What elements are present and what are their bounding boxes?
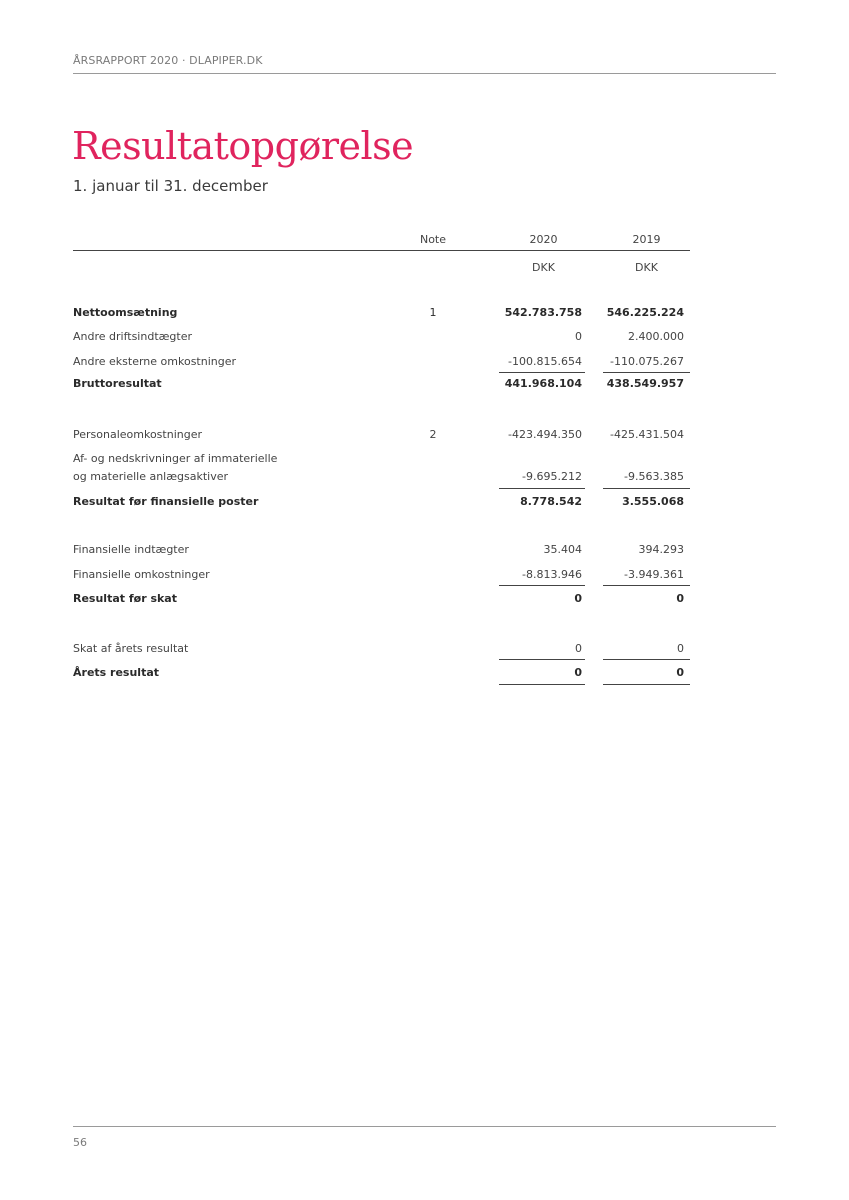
row-value-2020: 0 [575, 642, 582, 655]
row-value-2019: 438.549.957 [606, 377, 684, 390]
row-label: Resultat før skat [73, 592, 177, 605]
column-header-2020: 2020 [529, 233, 558, 246]
row-label: Finansielle omkostninger [73, 568, 210, 581]
subtotal-rule [499, 488, 585, 489]
row-label: Andre driftsindtægter [73, 330, 193, 343]
row-value-2019: -425.431.504 [610, 428, 684, 441]
subtotal-rule [499, 659, 585, 660]
total-rule [499, 684, 585, 685]
page-title: Resultatopgørelse [72, 124, 414, 168]
unit-2019: DKK [635, 261, 658, 274]
row-value-2020: -9.695.212 [522, 470, 582, 483]
row-label: Skat af årets resultat [73, 642, 189, 655]
unit-2020: DKK [532, 261, 555, 274]
income-statement-table [73, 230, 690, 679]
row-note: 1 [429, 306, 437, 319]
row-value-2019: 0 [676, 666, 684, 679]
subtotal-rule [603, 585, 690, 586]
row-label: Personaleomkostninger [73, 428, 202, 441]
column-header-2019: 2019 [632, 233, 661, 246]
row-label: Andre eksterne omkostninger [73, 355, 237, 368]
row-value-2020: 542.783.758 [504, 306, 582, 319]
row-value-2019: 3.555.068 [622, 495, 684, 508]
row-value-2019: -9.563.385 [624, 470, 684, 483]
row-value-2020: 0 [574, 592, 582, 605]
row-label: Resultat før finansielle poster [73, 495, 259, 508]
row-label-line-2: og materielle anlægsaktiver [73, 470, 229, 483]
row-label: Bruttoresultat [73, 377, 162, 390]
row-note: 2 [429, 428, 437, 441]
row-value-2020: 0 [574, 666, 582, 679]
row-value-2020: 441.968.104 [504, 377, 582, 390]
row-label: Finansielle indtægter [73, 543, 189, 556]
row-value-2020: 35.404 [543, 543, 582, 556]
subtotal-rule [603, 488, 690, 489]
row-value-2020: 0 [575, 330, 582, 343]
row-value-2019: 2.400.000 [628, 330, 684, 343]
row-value-2020: -8.813.946 [522, 568, 582, 581]
running-header: ÅRSRAPPORT 2020 · DLAPIPER.DK [73, 54, 263, 67]
row-value-2019: -110.075.267 [610, 355, 684, 368]
row-label-line-1: Af- og nedskrivninger af immaterielle [73, 452, 278, 465]
row-value-2019: -3.949.361 [624, 568, 684, 581]
row-value-2019: 394.293 [638, 543, 684, 556]
row-value-2020: 8.778.542 [520, 495, 582, 508]
column-header-note: Note [419, 233, 447, 246]
total-rule [603, 684, 690, 685]
subtotal-rule [603, 372, 690, 373]
page-number: 56 [73, 1136, 87, 1149]
footer-divider [73, 1126, 776, 1127]
row-value-2019: 0 [677, 642, 684, 655]
header-divider [73, 73, 776, 74]
row-label: Årets resultat [73, 666, 160, 679]
subtotal-rule [499, 372, 585, 373]
subtotal-rule [499, 585, 585, 586]
page-subtitle: 1. januar til 31. december [73, 177, 268, 195]
row-value-2020: -100.815.654 [508, 355, 582, 368]
subtotal-rule [603, 659, 690, 660]
row-value-2019: 0 [676, 592, 684, 605]
row-value-2019: 546.225.224 [606, 306, 684, 319]
row-label: Nettoomsætning [73, 306, 178, 319]
row-value-2020: -423.494.350 [508, 428, 582, 441]
